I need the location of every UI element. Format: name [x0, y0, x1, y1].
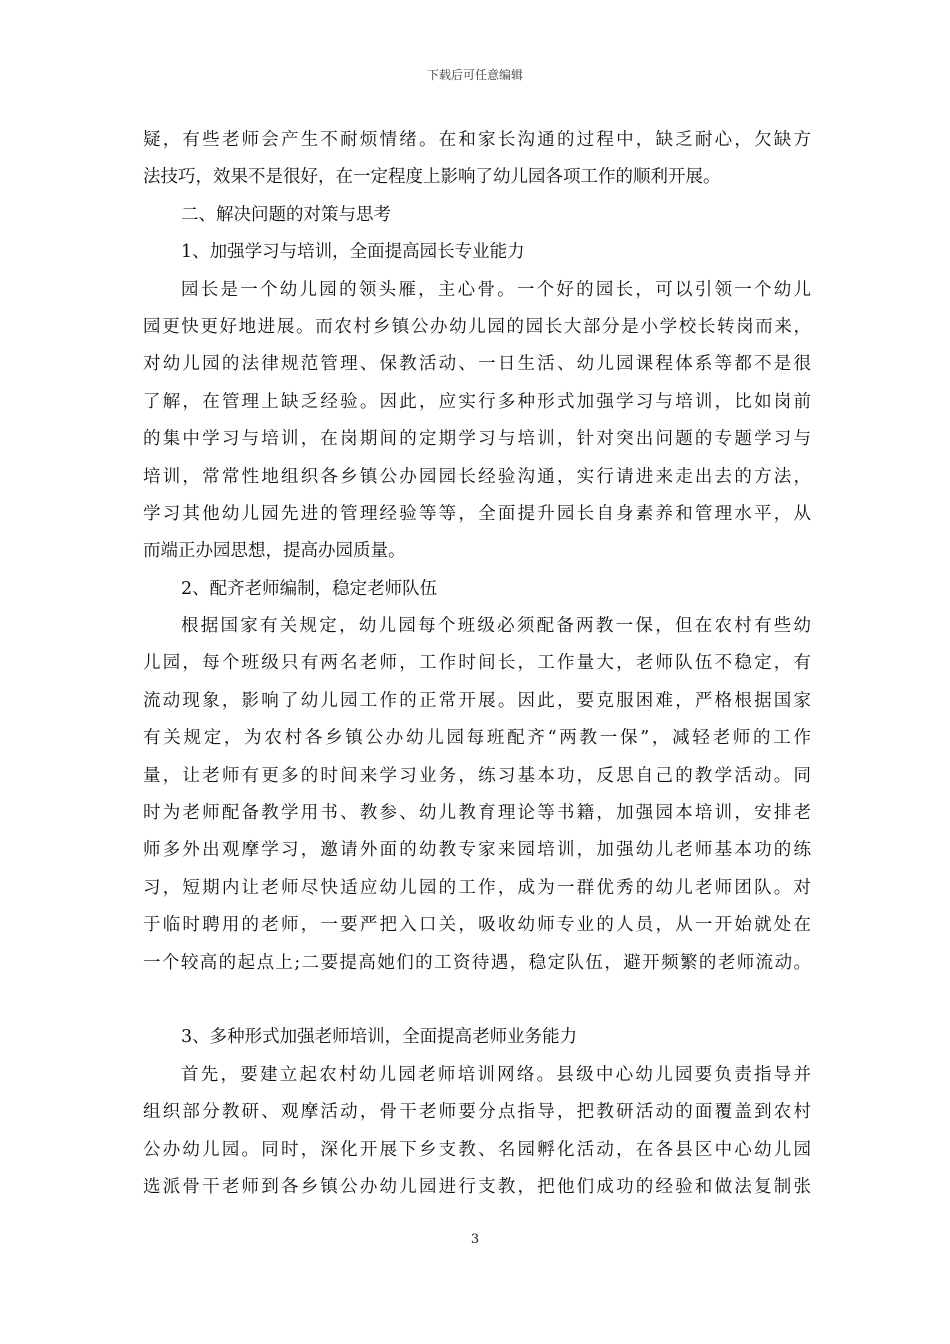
text-line: 师多外出观摩学习，邀请外面的幼教专家来园培训，加强幼儿老师基本功的练 [143, 840, 811, 861]
text-line: 了解，在管理上缺乏经验。因此，应实行多种形式加强学习与培训，比如岗前 [143, 391, 811, 412]
text-line: 流动现象，影响了幼儿园工作的正常开展。因此，要克服困难，严格根据国家 [143, 690, 811, 711]
paragraph-gap [143, 982, 811, 1019]
text-line: 公办幼儿园。同时，深化开展下乡支教、名园孵化活动，在各县区中心幼儿园 [143, 1139, 811, 1160]
subsection-heading: 3、多种形式加强老师培训，全面提高老师业务能力 [181, 1027, 578, 1048]
text-line: 培训，常常性地组织各乡镇公办园园长经验沟通，实行请进来走出去的方法， [143, 466, 811, 487]
text-line: 疑，有些老师会产生不耐烦情绪。在和家长沟通的过程中，缺乏耐心，欠缺方 [143, 130, 811, 150]
text-line: 儿园，每个班级只有两名老师，工作时间长，工作量大，老师队伍不稳定，有 [143, 653, 811, 674]
text-line: 选派骨干老师到各乡镇公办幼儿园进行支教，把他们成功的经验和做法复制张 [143, 1176, 811, 1197]
page-header: 下载后可任意编辑 [426, 68, 523, 82]
text-line: 根据国家有关规定，幼儿园每个班级必须配备两教一保，但在农村有些幼 [181, 616, 811, 637]
page-number: 3 [470, 1232, 480, 1247]
text-line: 对幼儿园的法律规范管理、保教活动、一日生活、幼儿园课程体系等都不是很 [143, 354, 811, 375]
text-line: 而端正办园思想，提高办园质量。 [143, 541, 406, 562]
text-line: 的集中学习与培训，在岗期间的定期学习与培训，针对突出问题的专题学习与 [143, 429, 811, 450]
text-line: 有关规定，为农村各乡镇公办幼儿园每班配齐“两教一保”，减轻老师的工作 [143, 728, 811, 749]
section-heading: 二、解决问题的对策与思考 [181, 204, 391, 225]
text-line: 时为老师配备教学用书、教参、幼儿教育理论等书籍，加强园本培训，安排老 [143, 803, 811, 824]
subsection-heading: 2、配齐老师编制，稳定老师队伍 [181, 578, 438, 599]
text-line: 园更快更好地进展。而农村乡镇公办幼儿园的园长大部分是小学校长转岗而来， [143, 316, 811, 337]
document-body [143, 122, 811, 1206]
text-line: 量，让老师有更多的时间来学习业务，练习基本功，反思自己的教学活动。同 [143, 765, 811, 786]
text-line: 学习其他幼儿园先进的管理经验等等，全面提升园长自身素养和管理水平，从 [143, 503, 811, 524]
text-line: 组织部分教研、观摩活动，骨干老师要分点指导，把教研活动的面覆盖到农村 [143, 1102, 811, 1123]
text-line: 一个较高的起点上;二要提高她们的工资待遇，稳定队伍，避开频繁的老师流动。 [143, 952, 811, 973]
subsection-heading: 1、加强学习与培训，全面提高园长专业能力 [181, 242, 525, 263]
text-line: 习，短期内让老师尽快适应幼儿园的工作，成为一群优秀的幼儿老师团队。对 [143, 877, 811, 898]
text-line: 于临时聘用的老师，一要严把入口关，吸收幼师专业的人员，从一开始就处在 [143, 915, 811, 936]
text-line: 法技巧，效果不是很好，在一定程度上影响了幼儿园各项工作的顺利开展。 [143, 167, 721, 188]
text-line: 首先，要建立起农村幼儿园老师培训网络。县级中心幼儿园要负责指导并 [181, 1064, 811, 1085]
text-line: 园长是一个幼儿园的领头雁，主心骨。一个好的园长，可以引领一个幼儿 [181, 279, 811, 300]
